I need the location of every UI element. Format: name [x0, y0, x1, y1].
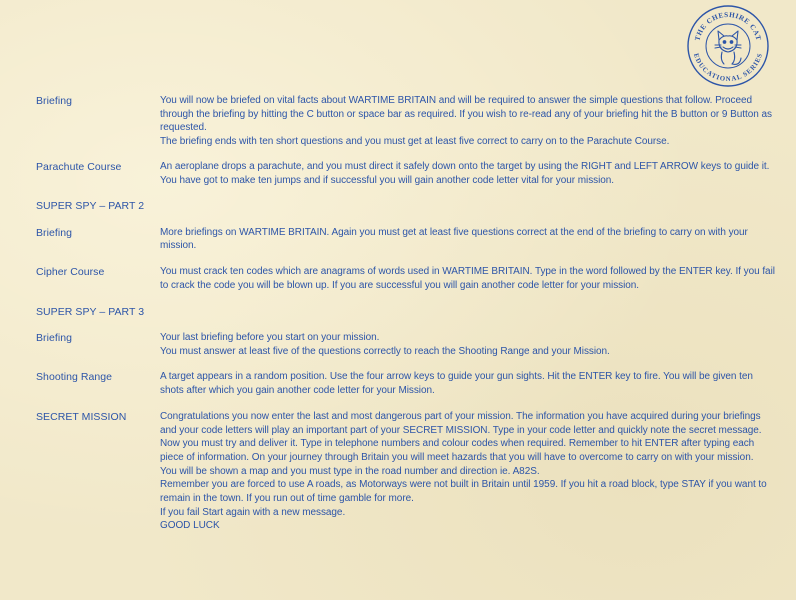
paragraph: You will now be briefed on vital facts about WARTIME BRITAIN and will be required to answer the simple questions that follow. Proceed through the briefing by hitting the C button or space bar as required. If you wish to re-read any of your briefing hit the B button or 9 Button as requested.	[160, 95, 772, 134]
paragraph: An aeroplane drops a parachute, and you must direct it safely down onto the target by using the RIGHT and LEFT ARROW keys to guide it.	[160, 160, 770, 172]
paragraph: You have got to make ten jumps and if successful you will gain another code letter vital for your mission.	[160, 174, 615, 186]
section-shooting-range	[36, 370, 776, 397]
paragraph: Congratulations you now enter the last and most dangerous part of your mission. The information you have acquired during your briefings and your code letters will play an important part of your SECRET MISSION. Type in your code letter and quickly note the secret message. Now you must try and deliver it. Type in telephone numbers and colour codes when required. Remember to hit ENTER after typing each piece of information. On your journey through Britain you will meet hazards that you will have to overcome to carry on with your mission.	[160, 410, 762, 463]
section-text	[160, 331, 776, 358]
instructions	[36, 94, 776, 533]
section-text	[160, 226, 776, 253]
section-label: Shooting Range	[36, 371, 113, 384]
section-briefing-3	[36, 331, 776, 358]
paragraph: You must answer at least five of the questions correctly to reach the Shooting Range and your Mission.	[160, 345, 610, 357]
section-label: Parachute Course	[36, 160, 122, 173]
section-briefing-2	[36, 226, 776, 253]
part-heading: SUPER SPY – PART 2	[36, 200, 145, 213]
cheshire-cat-icon	[686, 4, 770, 88]
paragraph: GOOD LUCK	[160, 520, 220, 532]
paragraph: Remember you are forced to use A roads, as Motorways were not built in Britain until 1959. If you hit a road block, type STAY if you want to remain in the town. If you run out of time gamble for more.	[160, 479, 767, 505]
paragraph: If you fail Start again with a new message.	[160, 506, 346, 518]
paragraph: A target appears in a random position. Use the four arrow keys to guide your gun sights. Hit the ENTER key to fire. You will be given ten shots after which you gain another code letter for your Mission.	[160, 371, 753, 397]
logo-text-top: THE CHESHIRE CAT	[693, 10, 763, 42]
section-parachute-course	[36, 160, 776, 187]
section-label: Briefing	[36, 332, 73, 345]
section-text	[160, 265, 776, 292]
section-text	[160, 94, 776, 149]
section-cipher-course	[36, 265, 776, 292]
logo-text-bottom: EDUCATIONAL SERIES	[691, 52, 765, 84]
part-heading: SUPER SPY – PART 3	[36, 305, 145, 318]
part-heading-3	[36, 305, 776, 320]
section-text	[160, 410, 776, 533]
cheshire-cat-logo	[686, 4, 770, 88]
paragraph: The briefing ends with ten short questions and you must get at least five correct to carry on to the Parachute Course.	[160, 136, 670, 148]
section-secret-mission	[36, 410, 776, 533]
paragraph: Your last briefing before you start on your mission.	[160, 332, 380, 344]
section-label: Briefing	[36, 95, 73, 107]
paragraph: You must crack ten codes which are anagrams of words used in WARTIME BRITAIN. Type in the word followed by the ENTER key. If you fail to crack the code you will be blown up. If you are successful you will gain another code letter for your mission.	[160, 266, 775, 291]
paragraph: More briefings on WARTIME BRITAIN. Again you must get at least five questions correct at the end of the briefing to carry on with your mission.	[160, 226, 748, 252]
cat-drawing	[715, 31, 741, 64]
section-label: Briefing	[36, 226, 73, 239]
paragraph: You will be shown a map and you must type in the road number and direction ie. A82S.	[160, 465, 540, 477]
section-label: SECRET MISSION	[36, 410, 127, 423]
part-heading-2	[36, 199, 776, 214]
svg-text:THE CHESHIRE CAT	[693, 11, 762, 42]
section-text	[160, 370, 776, 397]
section-text	[160, 160, 776, 187]
section-briefing-1	[36, 94, 776, 149]
section-label: Cipher Course	[36, 266, 105, 279]
